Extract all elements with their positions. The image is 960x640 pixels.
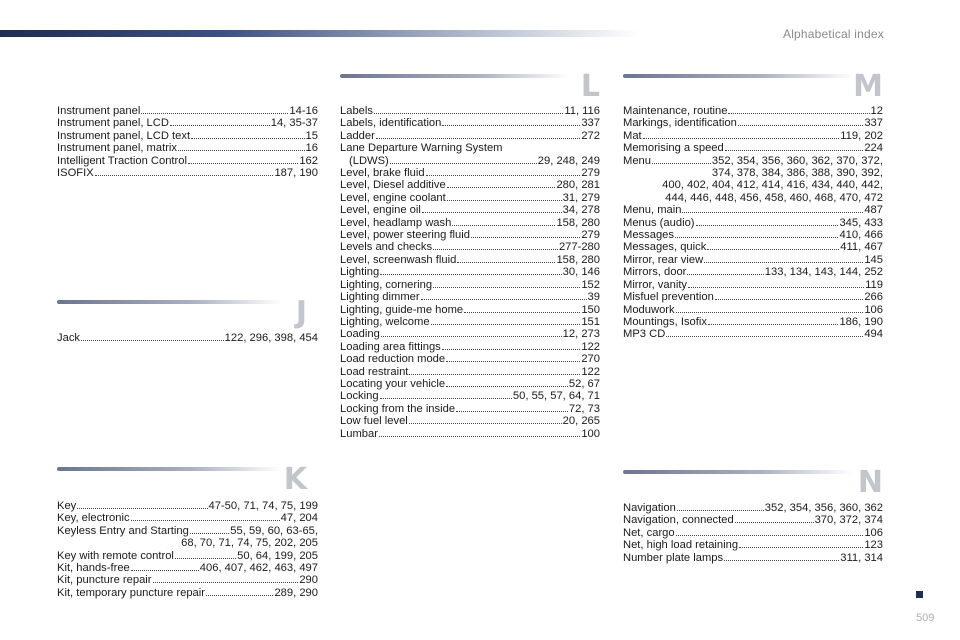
dot-leader bbox=[687, 274, 763, 275]
dot-leader bbox=[675, 237, 838, 238]
dot-leader bbox=[643, 138, 840, 139]
section-bar bbox=[57, 467, 282, 471]
entry-term: Labels bbox=[340, 105, 373, 117]
entry-pages: 270 bbox=[581, 353, 600, 366]
dot-leader bbox=[682, 212, 863, 213]
dot-leader bbox=[190, 533, 229, 534]
section-bar bbox=[623, 470, 853, 474]
entry-pages: 345, 433 bbox=[839, 216, 883, 229]
entry-term: Low fuel level bbox=[340, 415, 408, 428]
entry-pages: 337 bbox=[581, 117, 600, 130]
dot-leader bbox=[447, 200, 562, 201]
entry-pages: 158, 280 bbox=[556, 216, 600, 229]
entry-term: Number plate lamps bbox=[623, 551, 724, 564]
entry-term: Locating your vehicle bbox=[340, 377, 446, 390]
index-entry bbox=[340, 254, 600, 266]
index-entry bbox=[340, 353, 600, 365]
index-entry bbox=[340, 415, 600, 427]
entry-pages: 266 bbox=[864, 291, 883, 304]
index-entry bbox=[623, 502, 883, 514]
entry-pages: 20, 265 bbox=[562, 415, 600, 428]
entry-term: Kit, temporary puncture repair bbox=[57, 586, 205, 599]
index-entry bbox=[340, 266, 600, 278]
index-entry-heading: Lane Departure Warning System bbox=[340, 142, 503, 155]
entry-term: Level, brake fluid bbox=[340, 167, 425, 180]
entry-pages: 487 bbox=[864, 204, 883, 217]
index-entry bbox=[623, 254, 883, 266]
entry-pages: 15 bbox=[305, 129, 318, 142]
index-entry bbox=[340, 390, 600, 402]
dot-leader bbox=[77, 508, 207, 509]
index-entry bbox=[57, 550, 318, 562]
section-letter-l: L bbox=[580, 69, 600, 104]
dot-leader bbox=[381, 336, 562, 337]
entry-pages: 123 bbox=[864, 539, 883, 552]
index-entry bbox=[623, 117, 883, 129]
index-entry bbox=[623, 142, 883, 154]
entry-term: Menu, main bbox=[623, 204, 682, 217]
entry-term: Loading area fittings bbox=[340, 340, 441, 353]
index-entry bbox=[623, 279, 883, 291]
index-entry bbox=[57, 117, 318, 129]
dot-leader bbox=[728, 113, 869, 114]
index-entry bbox=[623, 241, 883, 253]
entry-term: Instrument panel, LCD text bbox=[57, 129, 191, 142]
index-entry bbox=[340, 217, 600, 229]
index-entry bbox=[340, 341, 600, 353]
dot-leader bbox=[704, 262, 863, 263]
entry-term: Level, power steering fluid bbox=[340, 229, 470, 242]
entry-pages: 494 bbox=[864, 328, 883, 341]
entry-pages: 272 bbox=[581, 129, 600, 142]
index-entry bbox=[623, 539, 883, 551]
index-entry bbox=[57, 130, 318, 142]
index-entry bbox=[340, 378, 600, 390]
dot-leader bbox=[471, 237, 580, 238]
entry-pages: 100 bbox=[581, 427, 600, 440]
section-letter-m: M bbox=[853, 69, 883, 104]
dot-leader bbox=[409, 374, 580, 375]
entry-term: Kit, hands-free bbox=[57, 562, 130, 575]
entry-term: Keyless Entry and Starting bbox=[57, 524, 189, 537]
entry-term: Net, cargo bbox=[623, 526, 675, 539]
header-gradient-bar bbox=[0, 30, 640, 37]
entry-term: Lighting bbox=[340, 266, 380, 279]
entry-term: Level, Diesel additive bbox=[340, 179, 446, 192]
entry-pages: 47-50, 71, 74, 75, 199 bbox=[208, 500, 318, 512]
index-section-n bbox=[623, 502, 883, 564]
index-entry bbox=[340, 291, 600, 303]
entry-pages: 122, 296, 398, 454 bbox=[224, 332, 318, 344]
index-entry bbox=[340, 316, 600, 328]
dot-leader bbox=[431, 324, 581, 325]
index-entry-continuation: 444, 446, 448, 456, 458, 460, 468, 470, 472 bbox=[665, 191, 883, 204]
entry-pages: 186, 190 bbox=[839, 315, 883, 328]
entry-term: Jack bbox=[57, 332, 81, 344]
index-entry bbox=[57, 155, 318, 167]
entry-term: Instrument panel bbox=[57, 105, 141, 117]
index-section-l bbox=[340, 105, 600, 440]
index-entry bbox=[340, 403, 600, 415]
entry-pages: 39 bbox=[587, 291, 600, 304]
entry-term: MP3 CD bbox=[623, 328, 666, 341]
header-title: Alphabetical index bbox=[782, 27, 884, 41]
entry-term: Net, high load retaining bbox=[623, 539, 739, 552]
dot-leader bbox=[409, 423, 562, 424]
dot-leader bbox=[677, 510, 764, 511]
index-entry bbox=[623, 291, 883, 303]
dot-leader bbox=[188, 163, 298, 164]
dot-leader bbox=[380, 274, 561, 275]
index-entry bbox=[57, 525, 318, 537]
index-entry bbox=[340, 204, 600, 216]
dot-leader bbox=[447, 187, 556, 188]
entry-pages: 411, 467 bbox=[840, 241, 883, 254]
entry-term: Kit, puncture repair bbox=[57, 574, 152, 587]
index-entry bbox=[340, 304, 600, 316]
entry-pages: 14, 35-37 bbox=[270, 117, 318, 130]
entry-pages: 52, 67 bbox=[568, 377, 600, 390]
dot-leader bbox=[380, 398, 512, 399]
dot-leader bbox=[379, 436, 580, 437]
entry-term: Level, screenwash fluid bbox=[340, 253, 457, 266]
entry-term: ISOFIX bbox=[57, 167, 94, 180]
index-entry bbox=[340, 428, 600, 440]
index-entry bbox=[340, 192, 600, 204]
entry-term: Key with remote control bbox=[57, 549, 174, 562]
index-entry bbox=[340, 130, 600, 142]
index-entry bbox=[623, 527, 883, 539]
dot-leader bbox=[739, 547, 863, 548]
entry-pages: 31, 279 bbox=[562, 191, 600, 204]
entry-term: Instrument panel, LCD bbox=[57, 117, 169, 130]
dot-leader bbox=[390, 163, 537, 164]
entry-pages: 106 bbox=[864, 303, 883, 316]
entry-term: Maintenance, routine bbox=[623, 105, 728, 117]
index-entry bbox=[623, 130, 883, 142]
section-bar bbox=[340, 74, 570, 78]
index-entry bbox=[623, 266, 883, 278]
index-entry bbox=[57, 500, 318, 512]
index-entry bbox=[57, 574, 318, 586]
index-entry bbox=[57, 332, 318, 344]
dot-leader bbox=[421, 299, 587, 300]
index-entry bbox=[57, 105, 318, 117]
index-entry bbox=[623, 204, 883, 216]
entry-pages: 12, 273 bbox=[562, 328, 600, 341]
entry-pages: 224 bbox=[864, 142, 883, 155]
index-entry bbox=[340, 117, 600, 129]
page-marker-square bbox=[916, 591, 923, 598]
dot-leader bbox=[131, 520, 280, 521]
index-section-j bbox=[57, 332, 318, 344]
entry-term: Levels and checks bbox=[340, 241, 433, 254]
index-entry bbox=[340, 155, 600, 167]
index-entry bbox=[57, 512, 318, 524]
dot-leader bbox=[688, 287, 864, 288]
index-entry bbox=[57, 562, 318, 574]
index-entry bbox=[340, 328, 600, 340]
dot-leader bbox=[433, 287, 580, 288]
dot-leader bbox=[446, 361, 580, 362]
index-section-i bbox=[57, 105, 318, 179]
dot-leader bbox=[433, 249, 558, 250]
entry-pages: 29, 248, 249 bbox=[537, 154, 600, 167]
dot-leader bbox=[206, 595, 273, 596]
entry-term: Lighting, welcome bbox=[340, 315, 430, 328]
entry-pages: 16 bbox=[305, 142, 318, 155]
entry-term: Load restraint bbox=[340, 365, 409, 378]
entry-term: Lumbar bbox=[340, 427, 378, 440]
entry-pages: 151 bbox=[581, 315, 600, 328]
entry-term: Key, electronic bbox=[57, 512, 130, 525]
dot-leader bbox=[676, 312, 864, 313]
entry-term: Menus (audio) bbox=[623, 216, 695, 229]
entry-term: Menu bbox=[623, 154, 651, 167]
index-entry-continuation: 68, 70, 71, 74, 75, 202, 205 bbox=[181, 537, 318, 550]
index-section-m bbox=[623, 105, 883, 341]
entry-pages: 311, 314 bbox=[840, 551, 883, 564]
entry-pages: 279 bbox=[581, 229, 600, 242]
dot-leader bbox=[707, 249, 839, 250]
dot-leader bbox=[666, 336, 863, 337]
entry-term: Labels, identification bbox=[340, 117, 442, 130]
section-bar bbox=[57, 300, 282, 304]
section-header-k bbox=[57, 462, 307, 505]
dot-leader bbox=[696, 225, 839, 226]
entry-term: Level, engine coolant bbox=[340, 191, 446, 204]
entry-term: Lighting, guide-me home bbox=[340, 303, 464, 316]
entry-pages: 122 bbox=[581, 365, 600, 378]
section-letter-j: J bbox=[295, 295, 307, 330]
dot-leader bbox=[456, 411, 568, 412]
entry-term: Level, engine oil bbox=[340, 204, 421, 217]
entry-term: Locking from the inside bbox=[340, 402, 456, 415]
index-entry bbox=[623, 514, 883, 526]
dot-leader bbox=[131, 570, 199, 571]
entry-pages: 133, 134, 143, 144, 252 bbox=[764, 266, 883, 279]
index-entry bbox=[340, 167, 600, 179]
dot-leader bbox=[442, 349, 581, 350]
entry-pages: 72, 73 bbox=[568, 402, 600, 415]
entry-pages: 34, 278 bbox=[562, 204, 600, 217]
index-entry bbox=[623, 155, 883, 167]
entry-term: Moduwork bbox=[623, 303, 675, 316]
entry-pages: 158, 280 bbox=[556, 253, 600, 266]
dot-leader bbox=[153, 582, 299, 583]
dot-leader bbox=[738, 125, 864, 126]
entry-pages: 122 bbox=[581, 340, 600, 353]
entry-term: (LDWS) bbox=[349, 154, 389, 167]
dot-leader bbox=[442, 125, 580, 126]
dot-leader bbox=[175, 558, 236, 559]
entry-pages: 352, 354, 356, 360, 362, 370, 372, bbox=[711, 154, 883, 167]
entry-pages: 277-280 bbox=[558, 241, 600, 254]
entry-term: Mountings, Isofix bbox=[623, 315, 707, 328]
dot-leader bbox=[724, 560, 839, 561]
index-entry bbox=[623, 105, 883, 117]
entry-pages: 119 bbox=[865, 278, 883, 291]
entry-pages: 406, 407, 462, 463, 497 bbox=[199, 562, 318, 575]
index-entry bbox=[623, 328, 883, 340]
page-number: 509 bbox=[916, 612, 935, 624]
dot-leader bbox=[676, 535, 864, 536]
entry-term: Mirror, vanity bbox=[623, 278, 688, 291]
entry-term: Lighting dimmer bbox=[340, 291, 420, 304]
entry-pages: 119, 202 bbox=[840, 129, 883, 142]
entry-term: Intelligent Traction Control bbox=[57, 154, 187, 167]
entry-term: Navigation bbox=[623, 502, 676, 514]
dot-leader bbox=[376, 138, 580, 139]
dot-leader bbox=[141, 113, 288, 114]
entry-pages: 370, 372, 374 bbox=[814, 514, 883, 527]
index-entry bbox=[340, 241, 600, 253]
entry-term: Key bbox=[57, 500, 77, 512]
entry-pages: 145 bbox=[864, 253, 883, 266]
dot-leader bbox=[715, 299, 864, 300]
entry-pages: 12 bbox=[870, 105, 883, 117]
entry-term: Navigation, connected bbox=[623, 514, 734, 527]
entry-term: Markings, identification bbox=[623, 117, 737, 130]
entry-term: Load reduction mode bbox=[340, 353, 446, 366]
dot-leader bbox=[446, 386, 568, 387]
index-entry bbox=[623, 316, 883, 328]
dot-leader bbox=[81, 340, 224, 341]
entry-pages: 279 bbox=[581, 167, 600, 180]
index-entry bbox=[623, 304, 883, 316]
entry-pages: 50, 64, 199, 205 bbox=[237, 549, 318, 562]
index-entry bbox=[57, 142, 318, 154]
entry-pages: 150 bbox=[581, 303, 600, 316]
index-entry bbox=[57, 587, 318, 599]
index-section-k bbox=[57, 500, 318, 599]
index-entry bbox=[57, 167, 318, 179]
entry-term: Misfuel prevention bbox=[623, 291, 714, 304]
entry-term: Messages, quick bbox=[623, 241, 707, 254]
entry-pages: 47, 204 bbox=[280, 512, 318, 525]
entry-term: Locking bbox=[340, 390, 379, 403]
dot-leader bbox=[452, 225, 555, 226]
entry-pages: 337 bbox=[864, 117, 883, 130]
dot-leader bbox=[422, 212, 562, 213]
index-entry bbox=[340, 105, 600, 117]
entry-term: Memorising a speed bbox=[623, 142, 724, 155]
dot-leader bbox=[464, 312, 580, 313]
entry-term: Loading bbox=[340, 328, 380, 341]
entry-pages: 289, 290 bbox=[274, 586, 318, 599]
section-letter-n: N bbox=[857, 465, 883, 500]
index-entry bbox=[340, 279, 600, 291]
entry-pages: 50, 55, 57, 64, 71 bbox=[512, 390, 600, 403]
index-entry bbox=[340, 179, 600, 191]
index-entry-continuation: 400, 402, 404, 412, 414, 416, 434, 440, 442, bbox=[662, 179, 883, 192]
entry-pages: 11, 116 bbox=[564, 105, 600, 117]
entry-term: Ladder bbox=[340, 129, 375, 142]
section-bar bbox=[623, 74, 853, 78]
index-entry bbox=[623, 229, 883, 241]
dot-leader bbox=[170, 125, 270, 126]
entry-term: Messages bbox=[623, 229, 674, 242]
dot-leader bbox=[374, 113, 563, 114]
entry-term: Mat bbox=[623, 129, 642, 142]
entry-pages: 106 bbox=[864, 526, 883, 539]
entry-pages: 290 bbox=[299, 574, 318, 587]
entry-pages: 55, 59, 60, 63-65, bbox=[230, 524, 318, 537]
section-letter-k: K bbox=[283, 462, 307, 497]
entry-term: Mirrors, door bbox=[623, 266, 687, 279]
index-entry bbox=[623, 217, 883, 229]
dot-leader bbox=[735, 522, 814, 523]
entry-pages: 152 bbox=[581, 278, 600, 291]
entry-term: Lighting, cornering bbox=[340, 278, 433, 291]
index-entry bbox=[340, 366, 600, 378]
entry-pages: 14-16 bbox=[289, 105, 318, 117]
entry-term: Mirror, rear view bbox=[623, 253, 704, 266]
dot-leader bbox=[426, 175, 581, 176]
index-entry bbox=[623, 552, 883, 564]
entry-pages: 280, 281 bbox=[556, 179, 600, 192]
entry-pages: 187, 190 bbox=[274, 167, 318, 180]
entry-pages: 352, 354, 356, 360, 362 bbox=[764, 502, 883, 514]
dot-leader bbox=[457, 262, 555, 263]
index-entry bbox=[340, 229, 600, 241]
dot-leader bbox=[725, 150, 864, 151]
index-entry-continuation: 374, 378, 384, 386, 388, 390, 392, bbox=[711, 167, 883, 180]
dot-leader bbox=[652, 163, 711, 164]
entry-term: Instrument panel, matrix bbox=[57, 142, 178, 155]
entry-term: Level, headlamp wash bbox=[340, 216, 452, 229]
entry-pages: 30, 146 bbox=[562, 266, 600, 279]
dot-leader bbox=[95, 175, 274, 176]
entry-pages: 410, 466 bbox=[839, 229, 883, 242]
dot-leader bbox=[178, 150, 305, 151]
dot-leader bbox=[191, 138, 304, 139]
dot-leader bbox=[708, 324, 838, 325]
entry-pages: 162 bbox=[299, 154, 318, 167]
